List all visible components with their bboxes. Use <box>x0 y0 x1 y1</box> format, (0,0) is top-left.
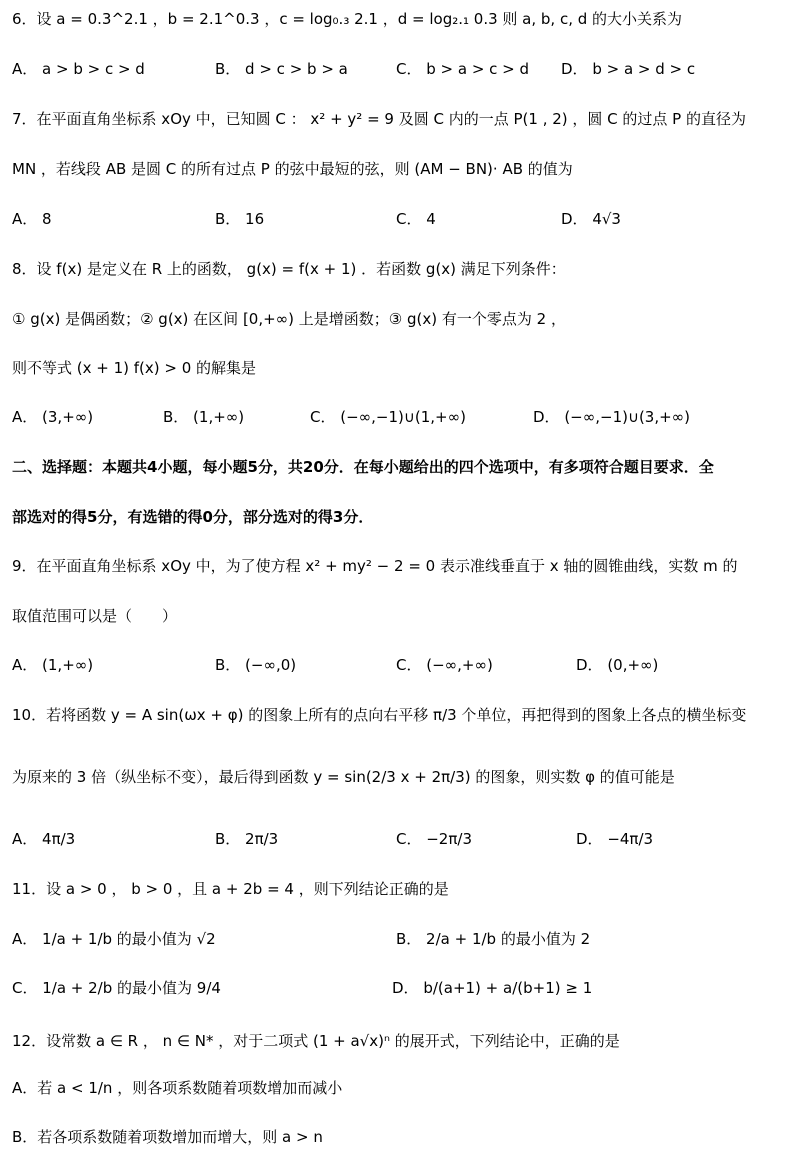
q6-option-d: D． b > a > d > c <box>561 60 696 78</box>
q10-option-d: D． −4π/3 <box>576 830 654 848</box>
q8-option-d: D． (−∞,−1)∪(3,+∞) <box>533 408 691 426</box>
q8-stem-line1: 8．设 f(x) 是定义在 R 上的函数， g(x) = f(x + 1) ．若函数 g(x) 满足下列条件： <box>12 260 566 278</box>
q9-option-b: B． (−∞,0) <box>215 656 297 674</box>
q7-stem-line1: 7．在平面直角坐标系 xOy 中，已知圆 C ： x² + y² = 9 及圆 C 内的一点 P(1 , 2) ，圆 C 的过点 P 的直径为 <box>12 110 746 128</box>
q8-option-b: B． (1,+∞) <box>163 408 245 426</box>
q9-option-c: C． (−∞,+∞) <box>396 656 493 674</box>
q6-option-a: A． a > b > c > d <box>12 60 145 78</box>
q12-option-a: A．若 a < 1/n ，则各项系数随着项数增加而减小 <box>12 1079 343 1097</box>
q9-option-a: A． (1,+∞) <box>12 656 94 674</box>
q10-option-a: A． 4π/3 <box>12 830 76 848</box>
q10-option-c: C． −2π/3 <box>396 830 472 848</box>
section-heading-line2: 部选对的得5分，有选错的得0分，部分选对的得3分． <box>12 508 374 526</box>
q12-stem: 12．设常数 a ∈ R ， n ∈ N* ，对于二项式 (1 + a√x)ⁿ 的展开式，下列结论中，正确的是 <box>12 1032 620 1050</box>
q8-option-a: A． (3,+∞) <box>12 408 94 426</box>
q6-option-b: B． d > c > b > a <box>215 60 348 78</box>
q8-option-c: C． (−∞,−1)∪(1,+∞) <box>310 408 466 426</box>
q6-option-c: C． b > a > c > d <box>396 60 530 78</box>
q11-option-c: C． 1/a + 2/b 的最小值为 9/4 <box>12 979 221 997</box>
q10-stem-line1: 10．若将函数 y = A sin(ωx + φ) 的图象上所有的点向右平移 π/3 个单位，再把得到的图象上各点的横坐标变 <box>12 706 747 724</box>
q10-option-b: B． 2π/3 <box>215 830 279 848</box>
q9-option-d: D． (0,+∞) <box>576 656 659 674</box>
q11-stem: 11．设 a > 0 ， b > 0 ，且 a + 2b = 4 ，则下列结论正确的是 <box>12 880 449 898</box>
q12-option-b: B．若各项系数随着项数增加而增大，则 a > n <box>12 1128 323 1146</box>
q11-option-b: B． 2/a + 1/b 的最小值为 2 <box>396 930 591 948</box>
q11-option-d: D． b/(a+1) + a/(b+1) ≥ 1 <box>392 979 593 997</box>
q8-stem-line3: 则不等式 (x + 1) f(x) > 0 的解集是 <box>12 359 257 377</box>
q8-stem-line2: ① g(x) 是偶函数；② g(x) 在区间 [0,+∞) 上是增函数；③ g(x) 有一个零点为 2 ， <box>12 310 566 328</box>
q10-stem-line2: 为原来的 3 倍（纵坐标不变），最后得到函数 y = sin(2/3 x + 2π/3) 的图象，则实数 φ 的值可能是 <box>12 768 675 786</box>
q7-option-d: D． 4√3 <box>561 210 621 228</box>
q7-option-a: A． 8 <box>12 210 52 228</box>
section-heading-line1: 二、选择题：本题共4小题，每小题5分，共20分．在每小题给出的四个选项中，有多项符合题目要求．全 <box>12 458 714 476</box>
q9-stem-line1: 9．在平面直角坐标系 xOy 中，为了使方程 x² + my² − 2 = 0 表示准线垂直于 x 轴的圆锥曲线，实数 m 的 <box>12 557 738 575</box>
q6-stem: 6．设 a = 0.3^2.1 ，b = 2.1^0.3 ，c = log₀.₃ 2.1 ，d = log₂.₁ 0.3 则 a, b, c, d 的大小关系为 <box>12 10 683 28</box>
q7-option-b: B． 16 <box>215 210 265 228</box>
q7-option-c: C． 4 <box>396 210 436 228</box>
q11-option-a: A． 1/a + 1/b 的最小值为 √2 <box>12 930 216 948</box>
q7-stem-line2: MN ，若线段 AB 是圆 C 的所有过点 P 的弦中最短的弦，则 (AM − BN)· AB 的值为 <box>12 160 573 178</box>
q9-stem-line2: 取值范围可以是（ ） <box>12 607 178 625</box>
